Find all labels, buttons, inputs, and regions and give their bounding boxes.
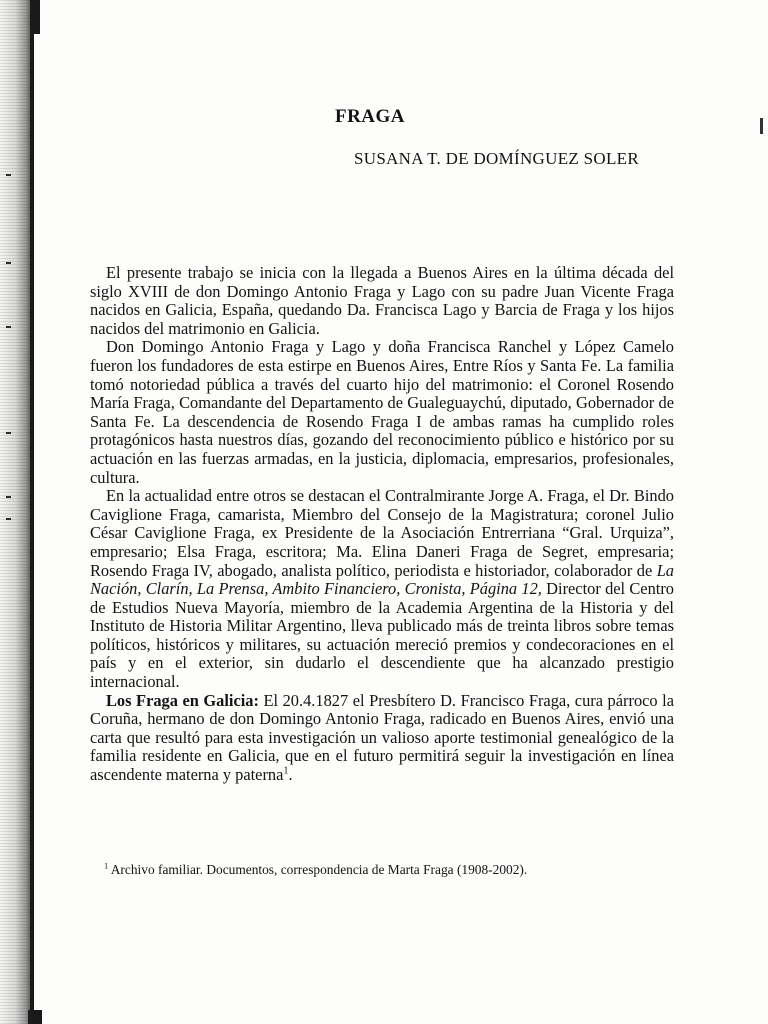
paragraph-3-text-before: En la actualidad entre otros se destacan el Contralmirante Jorge A. Fraga, el Dr. Bindo Caviglione Fraga, camarista, Miembro del Consejo de la Magistratura; coronel Julio César Caviglione Fraga, ex Presidente de la Asociación Entrerriana “Gral. Urquiza”, empresario; Elsa Fraga, escritora; Ma. Elina Daneri Fraga de Segret, empresaria; Rosendo Fraga IV, abogado, analista político, periodista e historiador, colaborador de xyxy=(90,486,674,580)
scan-edge-mark xyxy=(6,518,11,520)
page-title: FRAGA xyxy=(334,106,406,127)
newspaper-list: La Nación, Clarín, La Prensa, Ambito Financiero, Cronista, Página 12, xyxy=(90,560,674,599)
paragraph-4: Los Fraga en Galicia: El 20.4.1827 el Presbítero D. Francisco Fraga, cura párroco la Coruña, hermano de don Domingo Antonio Fraga, radicado en Buenos Aires, envió una carta que resultó para esta investigación un valioso aporte testimonial genealógico de la familia residente en Galicia, que en el futuro permitirá seguir la investigación en línea ascendente materna y paterna$^1$. xyxy=(90,690,674,785)
scan-edge-mark xyxy=(6,496,11,498)
binding-shadow-line xyxy=(30,0,34,1024)
scan-edge-mark xyxy=(6,326,11,328)
scan-edge-mark xyxy=(6,432,11,434)
book-binding-edge xyxy=(0,0,34,1024)
footnote-text: Archivo familiar. Documentos, correspondencia de Marta Fraga (1908-2002). xyxy=(108,862,528,877)
footnote-reference: 1 xyxy=(283,765,289,777)
scan-right-edge-mark xyxy=(760,118,763,134)
paragraph-1: El presente trabajo se inicia con la llegada a Buenos Aires en la última década del siglo XVIII de don Domingo Antonio Fraga y Lago con su padre Juan Vicente Fraga nacidos en Galicia, España, quedando Da. Francisca Lago y Barcia de Fraga y los hijos nacidos del matrimonio en Galicia. xyxy=(90,263,674,338)
paragraph-4-text: El 20.4.1827 el Presbítero D. Francisco Fraga, cura párroco la Coruña, hermano de don Domingo Antonio Fraga, radicado en Buenos Aires, envió una carta que resultó para esta investigación un valioso aporte testimonial genealógico de la familia residente en Galicia, que en el futuro permitirá seguir la investigación en línea ascendente materna y paterna xyxy=(90,690,674,785)
binding-top-notch xyxy=(30,0,40,34)
scan-edge-mark xyxy=(6,174,11,176)
footnote-marker: 1 xyxy=(104,861,109,871)
scan-edge-mark xyxy=(6,262,11,264)
article-body xyxy=(90,264,674,785)
binding-bottom-mark xyxy=(28,1010,42,1024)
author-name: SUSANA T. DE DOMÍNGUEZ SOLER xyxy=(354,149,639,168)
paragraph-3-text-after: Director del Centro de Estudios Nueva Mayoría, miembro de la Academia Argentina de la Historia y del Instituto de Historia Militar Argentino, lleva publicado más de treinta libros sobre temas políticos, históricos y militares, su actuación mereció premios y condecoraciones en el país y en el exterior, sin dudarlo el descendiente que ha alcanzado prestigio internacional. xyxy=(90,579,674,692)
section-heading-galicia: Los Fraga en Galicia: xyxy=(106,690,259,710)
footnote xyxy=(104,862,684,878)
paragraph-3 xyxy=(90,487,674,692)
paragraph-2: Don Domingo Antonio Fraga y Lago y doña Francisca Ranchel y López Camelo fueron los fundadores de esta estirpe en Buenos Aires, Entre Ríos y Santa Fe. La familia tomó notoriedad pública a través del cuarto hijo del matrimonio: el Coronel Rosendo María Fraga, Comandante del Departamento de Gualeguaychú, diputado, Gobernador de Santa Fe. La descendencia de Rosendo Fraga I de ambas ramas ha cumplido roles protagónicos hasta nuestros días, gozando del reconocimiento público e histórico por su actuación en las fuerzas armadas, en la justicia, diplomacia, empresarios, profesionales, cultura. xyxy=(90,337,674,487)
